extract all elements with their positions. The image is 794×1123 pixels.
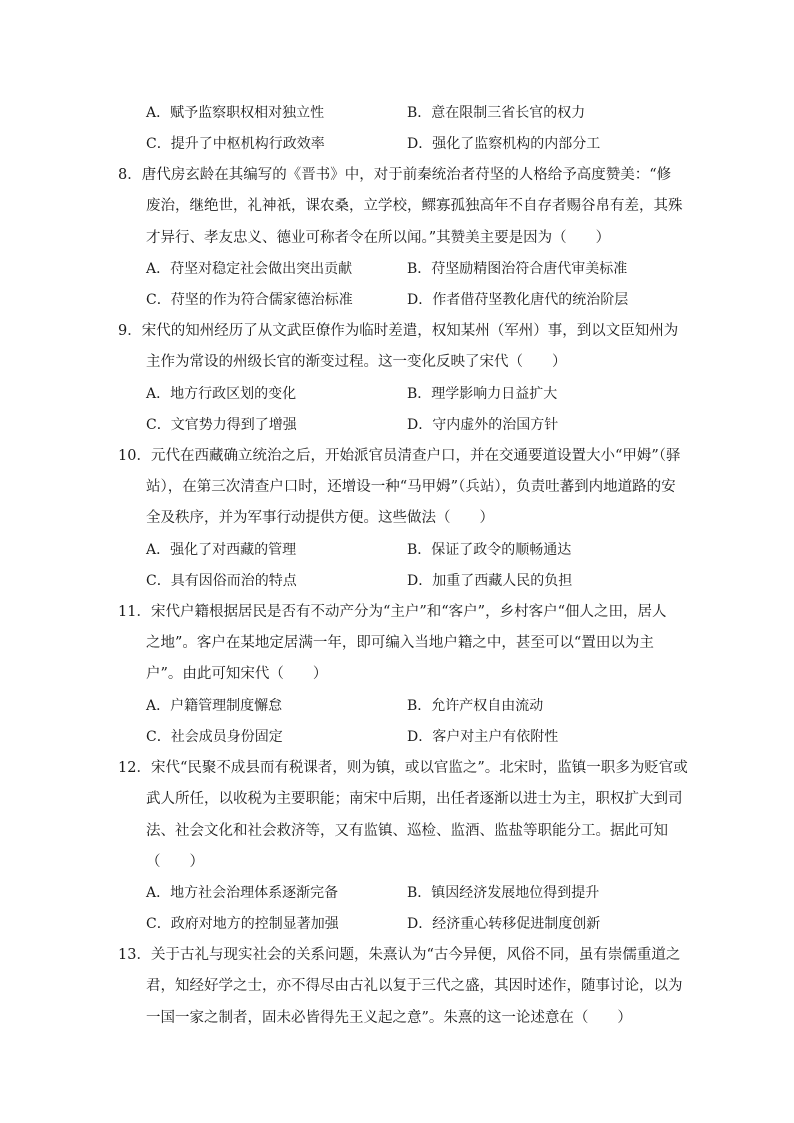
q8-option-a: A．苻坚对稳定社会做出突出贡献 [146,261,353,277]
q13-stem-line-1: 13．关于古礼与现实社会的关系问题，朱熹认为“古今异便，风俗不同，虽有崇儒重道之 [118,947,681,963]
q8-option-row-2 [146,289,746,311]
q11-option-a: A．户籍管理制度懈怠 [146,698,283,714]
q9-option-c: C．文官势力得到了增强 [146,417,297,433]
q9-option-row-1 [146,383,746,405]
q12-stem-line-4: （ ） [146,854,204,870]
q12-stem-line-3: 法、社会文化和社会救济等，又有监镇、巡检、监酒、监盐等职能分工。据此可知 [146,823,668,839]
q9-option-b: B．理学影响力日益扩大 [407,386,558,402]
q9-stem-line-1: 9．宋代的知州经历了从文武臣僚作为临时差遣，权知某州（军州）事，到以文臣知州为 [118,323,679,339]
q12-stem-line-2: 武人所任，以收税为主要职能；南宋中后期，出任者逐渐以进士为主，职权扩大到司 [146,791,683,807]
q12-option-b: B．镇因经济发展地位得到提升 [407,885,600,901]
q8-option-d: D．作者借苻坚教化唐代的统治阶层 [407,292,629,308]
q9-option-d: D．守内虚外的治国方针 [407,417,559,433]
q10-option-c: C．具有因俗而治的特点 [146,573,297,589]
q7-option-row-1 [146,102,746,124]
q10-stem-line-3: 全及秩序，并为军事行动提供方便。这些做法（ ） [146,510,494,526]
q7-option-a: A．赋予监察职权相对独立性 [146,105,325,121]
q11-stem-line-3: 户”。由此可知宋代（ ） [146,666,328,682]
q12-option-row-2 [146,913,746,935]
q10-option-row-1 [146,539,746,561]
q10-option-row-2 [146,570,746,592]
q10-stem-line-2: 站），在第三次清查户口时，还增设一种“马甲姆”（兵站），负责吐蕃到内地道路的安 [146,479,676,495]
q9-option-a: A．地方行政区划的变化 [146,386,297,402]
q12-option-a: A．地方社会治理体系逐渐完备 [146,885,339,901]
q7-option-d: D．强化了监察机构的内部分工 [407,136,601,152]
q9-option-row-2 [146,414,746,436]
q10-stem-line-1: 10．元代在西藏确立统治之后，开始派官员清查户口，并在交通要道设置大小“甲姆”（驿 [118,448,681,464]
q12-option-row-1 [146,882,746,904]
q7-option-row-2 [146,133,746,155]
q11-option-d: D．客户对主户有依附性 [407,729,559,745]
q8-stem-line-2: 废治，继绝世，礼神祇，课农桑，立学校，鳏寡孤独高年不自存者赐谷帛有差，其殊 [146,198,683,214]
q10-option-d: D．加重了西藏人民的负担 [407,573,573,589]
q12-stem-line-1: 12．宋代“民聚不成县而有税课者，则为镇，或以官监之”。北宋时，监镇一职多为贬官或 [118,760,688,776]
q8-stem-line-1: 8．唐代房玄龄在其编写的《晋书》中，对于前秦统治者苻坚的人格给予高度赞美：“修 [118,167,672,183]
q8-stem-line-3: 才异行、孝友忠义、德业可称者令在所以闻。”其赞美主要是因为（ ） [146,230,611,246]
q12-option-c: C．政府对地方的控制显著加强 [146,916,339,932]
q10-option-b: B．保证了政令的顺畅通达 [407,542,572,558]
q12-option-d: D．经济重心转移促进制度创新 [407,916,601,932]
q11-option-c: C．社会成员身份固定 [146,729,283,745]
q13-stem-line-2: 君，知经好学之士，亦不得尽由古礼以复于三代之盛，其因时述作，随事讨论，以为 [146,978,683,994]
q11-option-row-2 [146,726,746,748]
q9-stem-line-2: 主作为常设的州级长官的渐变过程。这一变化反映了宋代（ ） [146,354,567,370]
q7-option-b: B．意在限制三省长官的权力 [407,105,586,121]
q11-option-row-1 [146,695,746,717]
q11-stem-line-1: 11．宋代户籍根据居民是否有不动产分为“主户”和“客户”，乡村客户“佃人之田，居人 [118,604,667,620]
q8-option-b: B．苻坚励精图治符合唐代审美标准 [407,261,628,277]
q10-option-a: A．强化了对西藏的管理 [146,542,297,558]
q11-stem-line-2: 之地”。客户在某地定居满一年，即可编入当地户籍之中，甚至可以“置田以为主 [146,635,654,651]
q8-option-c: C．苻坚的作为符合儒家德治标准 [146,292,353,308]
q8-option-row-1 [146,258,746,280]
q11-option-b: B．允许产权自由流动 [407,698,544,714]
q13-stem-line-3: 一国一家之制者，固未必皆得先王义起之意”。朱熹的这一论述意在（ ） [146,1010,632,1026]
q7-option-c: C．提升了中枢机构行政效率 [146,136,325,152]
